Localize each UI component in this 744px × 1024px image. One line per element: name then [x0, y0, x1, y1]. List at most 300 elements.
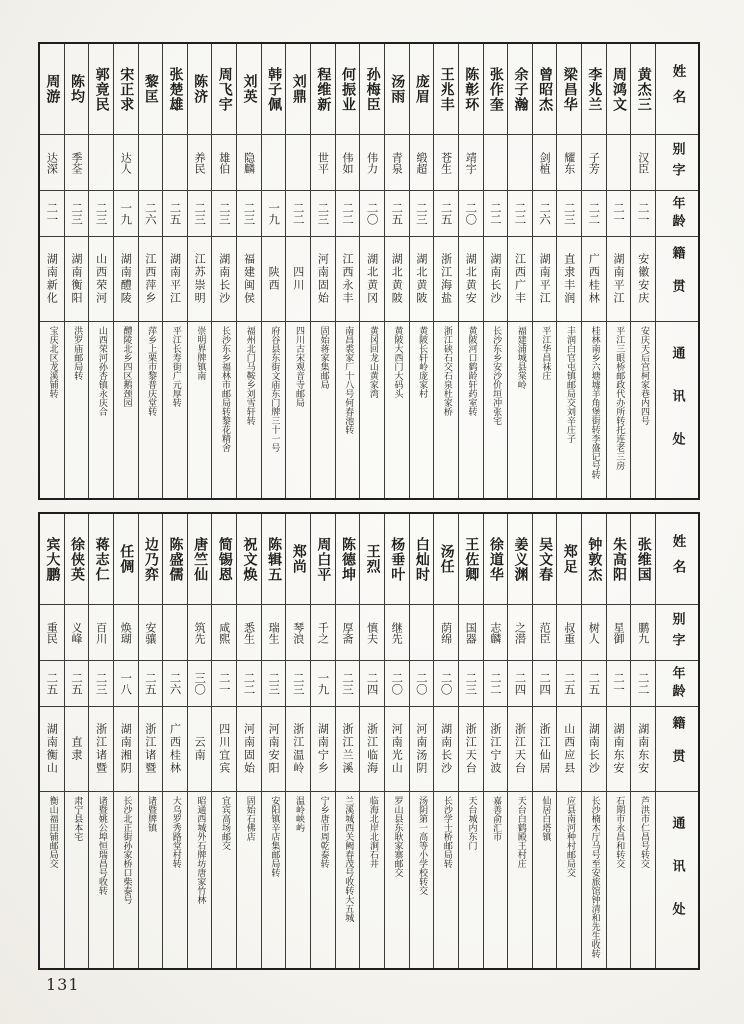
entry-address: 南昌裘家厂十八号何春池转: [336, 321, 360, 498]
entry-age: 二二: [582, 190, 606, 236]
entry-byname: 厚斋: [336, 604, 360, 660]
entry-byname: 之潜: [508, 604, 532, 660]
entry-column: [434, 44, 459, 498]
entry-column: [385, 514, 410, 968]
entry-address: 固始蒋家集邮局: [311, 321, 335, 498]
entry-age: 二二: [237, 660, 261, 706]
entry-address: 昭通西城外石牌坊唐家竹林: [188, 791, 212, 968]
entry-address: 安庆天后宫柯家巷内四号: [631, 321, 655, 498]
entry-address: 府谷县东街文庙东门牌三十一号: [262, 321, 286, 498]
entry-native: 河南汤阴: [410, 706, 434, 791]
entry-native: 四川: [286, 236, 310, 321]
entry-age: 一九: [311, 660, 335, 706]
entry-age: 一九: [114, 190, 138, 236]
entry-name: 刘鼎: [290, 74, 307, 104]
entry-native: 湖南衡山: [40, 706, 64, 791]
entry-age: 二五: [65, 660, 89, 706]
entry-column: [385, 44, 410, 498]
entry-age: 二一: [607, 660, 631, 706]
entry-age: 二六: [163, 660, 187, 706]
entry-name: 汤任: [438, 544, 455, 574]
entry-column: [459, 44, 484, 498]
entry-age: 二四: [360, 660, 384, 706]
entry-name: 边乃弈: [142, 536, 159, 582]
entry-column: [582, 514, 607, 968]
entry-byname: 雄伯: [212, 134, 236, 190]
entry-age: 二四: [533, 660, 557, 706]
entry-age: 二三: [188, 190, 212, 236]
entry-native: 安徽安庆: [631, 236, 655, 321]
entry-address: 桂林南乡六塘墟羊角堡街转李盛记号转: [582, 321, 606, 498]
entry-age: 二一: [212, 660, 236, 706]
entry-byname: 汉臣: [631, 134, 655, 190]
entry-native: 江西广丰: [508, 236, 532, 321]
entry-native: 湖南东安: [631, 706, 655, 791]
entry-name: 祝文焕: [241, 536, 258, 582]
entry-name: 郑尚: [290, 544, 307, 574]
entry-address: 诸暨牌镇: [139, 791, 163, 968]
entry-native: 浙江仙居: [533, 706, 557, 791]
entry-column: [89, 44, 114, 498]
entry-name: 周白平: [315, 536, 332, 582]
entry-address: 安阳镇辛店集邮局转: [262, 791, 286, 968]
entry-native: 湖南长沙: [434, 706, 458, 791]
entry-address: 黄陂长轩岭庞家村: [410, 321, 434, 498]
entry-byname: 子芳: [582, 134, 606, 190]
entry-age: 二五: [40, 660, 64, 706]
entry-byname: 达人: [114, 134, 138, 190]
entry-native: 河南光山: [385, 706, 409, 791]
entry-column: [508, 514, 533, 968]
entry-age: 二三: [336, 660, 360, 706]
entry-column: [188, 514, 213, 968]
entry-name: 吴文春: [537, 536, 554, 582]
entry-byname: 范臣: [533, 604, 557, 660]
entry-byname: 星御: [607, 604, 631, 660]
entry-address: 萍乡上栗市黎普庆堂转: [139, 321, 163, 498]
entry-age: 二四: [508, 660, 532, 706]
entry-name: 王兆丰: [438, 66, 455, 112]
entry-age: 二一: [40, 190, 64, 236]
entry-address: 嘉善俞汇市: [484, 791, 508, 968]
entry-column: [582, 44, 607, 498]
entry-address: 福州北门马鞍乡刘雪轩转: [237, 321, 261, 498]
entry-column: [459, 514, 484, 968]
entry-address: 黄陂河口鹤龄轩药室转: [459, 321, 483, 498]
entry-age: 二三: [89, 660, 113, 706]
entry-column: [40, 514, 65, 968]
entry-byname: 达深: [40, 134, 64, 190]
entry-address: 固始石佛店: [237, 791, 261, 968]
page-number: 131: [46, 975, 80, 994]
entry-address: 平江三眼桥邮政代办所转托连老三房: [607, 321, 631, 498]
entry-native: 浙江诸暨: [139, 706, 163, 791]
entry-native: 湖南醴陵: [114, 236, 138, 321]
entry-native: 河南固始: [311, 236, 335, 321]
entry-address: 宝庆北区龙溪铺转: [40, 321, 64, 498]
header-native: 籍贯: [656, 236, 698, 321]
entry-name: 周飞宇: [216, 66, 233, 112]
entry-native: 湖南平江: [163, 236, 187, 321]
entry-address: 宁乡唐市周乾泰转: [311, 791, 335, 968]
entry-address: 浙江硖石交石泉杜家桥: [434, 321, 458, 498]
entry-native: 浙江温岭: [286, 706, 310, 791]
entry-byname: 悉生: [237, 604, 261, 660]
entry-column: [533, 514, 558, 968]
entry-column: [212, 514, 237, 968]
entry-age: 二三: [65, 190, 89, 236]
entry-name: 李兆兰: [586, 66, 603, 112]
entry-name: 韩子佩: [266, 66, 283, 112]
entry-name: 陈德坤: [340, 536, 356, 582]
entry-byname: 筑先: [188, 604, 212, 660]
entry-native: 湖南长沙: [582, 706, 606, 791]
header-byname: 别字: [656, 134, 698, 190]
entry-name: 刘英: [241, 74, 258, 104]
entry-native: 湖南长沙: [212, 236, 236, 321]
entry-native: 四川宜宾: [212, 706, 236, 791]
entry-column: [484, 44, 509, 498]
entry-name: 周鸿文: [611, 66, 628, 112]
entry-name: 梁昌华: [561, 66, 578, 112]
entry-byname: [286, 134, 310, 190]
entry-age: 二五: [385, 190, 409, 236]
entry-native: 江西永丰: [336, 236, 360, 321]
entry-address: 仙居白塔镇: [533, 791, 557, 968]
entry-byname: 重民: [40, 604, 64, 660]
entry-column: [286, 514, 311, 968]
entry-address: 崇明界牌镇南: [188, 321, 212, 498]
entry-age: 二二: [484, 660, 508, 706]
entry-address: 平江长寿街广元厚转: [163, 321, 187, 498]
entry-address: 临海北岸北涧石井: [360, 791, 384, 968]
entry-address: 黄陂大西门大码头: [385, 321, 409, 498]
entry-address: 诸暨姚公埠恒瑞昌号收转: [89, 791, 113, 968]
entry-name: 朱高阳: [611, 536, 628, 582]
entry-address: 四川古宋观音寺邮局: [286, 321, 310, 498]
entry-byname: 慎夫: [360, 604, 384, 660]
entry-address: 罗山县东耿家寨邮交: [385, 791, 409, 968]
entry-age: 二〇: [434, 660, 458, 706]
entry-age: 二〇: [459, 190, 483, 236]
entry-native: 直隶: [65, 706, 89, 791]
entry-byname: [139, 134, 163, 190]
entry-name: 杨垂叶: [389, 536, 406, 582]
entry-byname: 青泉: [385, 134, 409, 190]
directory-table-top: [38, 42, 700, 500]
entry-column: [286, 44, 311, 498]
entry-column: [434, 514, 459, 968]
entry-age: 二五: [139, 660, 163, 706]
entry-name: 庞眉: [413, 74, 430, 104]
header-age: 年龄: [656, 660, 698, 706]
entry-age: 二三: [459, 660, 483, 706]
entry-native: 湖北黄陂: [385, 236, 409, 321]
entry-address: 宜宾高场邮交: [212, 791, 236, 968]
entry-name: 何振业: [340, 66, 356, 112]
entry-column: [262, 44, 287, 498]
entry-name: 张楚雄: [167, 66, 184, 112]
entry-native: 湖北黄冈: [360, 236, 384, 321]
entry-name: 陈盛儒: [167, 536, 184, 582]
header-name: 姓名: [669, 63, 686, 115]
entry-name: 陈彰环: [463, 66, 480, 112]
entry-name: 陈均: [68, 74, 85, 104]
entry-address: 长沙学士桥邮局转: [434, 791, 458, 968]
entry-name: 王佐卿: [463, 536, 480, 582]
entry-name: 宾大鹏: [44, 536, 61, 582]
entry-byname: 缎超: [410, 134, 434, 190]
entry-column: [188, 44, 213, 498]
entry-column: [114, 514, 139, 968]
entry-address: 丰润白官屯镇邮局交刘辛庄子: [557, 321, 581, 498]
entry-address: 兰溪城西关阙春茂号收转大五城: [336, 791, 360, 968]
entry-age: 二二: [631, 660, 655, 706]
entry-column: [237, 514, 262, 968]
entry-address: 长沙东乡福林市邮局转黎花精舍: [212, 321, 236, 498]
header-native: 籍贯: [656, 706, 698, 791]
entry-name: 黄杰三: [635, 66, 652, 112]
entry-name: 黎匡: [142, 74, 159, 104]
entry-age: 二三: [557, 190, 581, 236]
entry-address: 大乌罗秀路堂村转: [163, 791, 187, 968]
entry-byname: 叔重: [557, 604, 581, 660]
entry-age: 一九: [262, 190, 286, 236]
entry-native: 湖南平江: [533, 236, 557, 321]
entry-age: 二〇: [410, 660, 434, 706]
entry-column: [557, 44, 582, 498]
entry-byname: 苍生: [434, 134, 458, 190]
entry-name: 孙梅臣: [364, 66, 381, 112]
entry-name: 姜义渊: [512, 536, 529, 582]
entry-age: 二五: [582, 660, 606, 706]
entry-name: 周游: [44, 74, 61, 104]
entry-native: 湖北黄陂: [410, 236, 434, 321]
entry-address: 平江华昌袜庄: [533, 321, 557, 498]
entry-column: [139, 514, 164, 968]
entry-native: 陕西: [262, 236, 286, 321]
entry-address: 黄冈回龙山黄家湾: [360, 321, 384, 498]
entry-age: 二三: [89, 190, 113, 236]
entry-column: [311, 514, 336, 968]
header-name: 姓名: [669, 533, 686, 585]
entry-address: 天台白鹤殿王村庄: [508, 791, 532, 968]
entry-address: 洪罗庙邮局转: [65, 321, 89, 498]
entry-column: [114, 44, 139, 498]
entry-native: 山西荣河: [89, 236, 113, 321]
entry-column: [65, 44, 90, 498]
entry-column: [484, 514, 509, 968]
entry-column: [163, 514, 188, 968]
entry-column: [237, 44, 262, 498]
entry-byname: 继先: [385, 604, 409, 660]
entry-age: 二〇: [360, 190, 384, 236]
entry-native: 湖南湘阴: [114, 706, 138, 791]
entry-address: 应县南河种村邮局交: [557, 791, 581, 968]
entry-column: [139, 44, 164, 498]
entry-byname: 世平: [311, 134, 335, 190]
entry-age: 二一: [631, 190, 655, 236]
entry-byname: 义峰: [65, 604, 89, 660]
entry-column: [410, 514, 435, 968]
entry-address: 肃宁县本宅: [65, 791, 89, 968]
entry-column: [336, 514, 361, 968]
entry-native: 浙江兰溪: [336, 706, 360, 791]
entry-native: 浙江诸暨: [89, 706, 113, 791]
entry-age: 三〇: [188, 660, 212, 706]
entry-column: [631, 514, 656, 968]
entry-age: 二二: [484, 190, 508, 236]
entry-native: 福建闽侯: [237, 236, 261, 321]
entry-column: [311, 44, 336, 498]
entry-column: [163, 44, 188, 498]
entry-name: 余子瀚: [512, 66, 529, 112]
entry-address: 温岭峡屿: [286, 791, 310, 968]
entry-byname: 隐麟: [237, 134, 261, 190]
entry-native: 湖南宁乡: [311, 706, 335, 791]
entry-byname: 鹏九: [631, 604, 655, 660]
header-byname: 别字: [656, 604, 698, 660]
header-age: 年龄: [656, 190, 698, 236]
entry-name: 徐侠英: [68, 536, 85, 582]
header-column: [656, 514, 698, 968]
entry-byname: 百川: [89, 604, 113, 660]
entry-byname: [607, 134, 631, 190]
entry-age: 二二: [336, 190, 360, 236]
entry-name: 张作奎: [487, 66, 504, 112]
entry-age: 二二: [508, 190, 532, 236]
entry-age: 二一: [607, 190, 631, 236]
entry-name: 白灿时: [413, 536, 430, 582]
entry-age: 二五: [557, 660, 581, 706]
entry-name: 张维国: [635, 536, 652, 582]
entry-name: 汤雨: [389, 74, 406, 104]
entry-byname: 志麟: [484, 604, 508, 660]
entry-native: 山西应县: [557, 706, 581, 791]
entry-column: [410, 44, 435, 498]
entry-byname: 伟如: [336, 134, 360, 190]
entry-column: [360, 514, 385, 968]
entry-address: 衡山福田铺邮局交: [40, 791, 64, 968]
entry-address: 芦洪市仁昌号转交: [631, 791, 655, 968]
header-address: 通讯处: [656, 321, 698, 498]
entry-native: 湖南新化: [40, 236, 64, 321]
entry-age: 二六: [139, 190, 163, 236]
entry-column: [607, 514, 632, 968]
entry-column: [360, 44, 385, 498]
entry-age: 二三: [262, 660, 286, 706]
entry-byname: 养民: [188, 134, 212, 190]
entry-byname: 靖宇: [459, 134, 483, 190]
entry-age: 二三: [311, 190, 335, 236]
entry-byname: 耀东: [557, 134, 581, 190]
entry-column: [89, 514, 114, 968]
entry-address: 长沙楠木厅马号至安旅馆钟清和先生收转: [582, 791, 606, 968]
entry-byname: 千之: [311, 604, 335, 660]
entry-byname: 国器: [459, 604, 483, 660]
entry-byname: 荫绵: [434, 604, 458, 660]
entry-age: 二五: [434, 190, 458, 236]
entry-native: 广西桂林: [163, 706, 187, 791]
entry-column: [65, 514, 90, 968]
entry-name: 曾昭杰: [537, 66, 554, 112]
entry-byname: 季荃: [65, 134, 89, 190]
entry-native: 湖北黄安: [459, 236, 483, 321]
header-column: [656, 44, 698, 498]
entry-native: 湖南平江: [607, 236, 631, 321]
entry-native: 河南固始: [237, 706, 261, 791]
entry-column: [40, 44, 65, 498]
entry-age: 二三: [212, 190, 236, 236]
entry-name: 任倜: [118, 544, 135, 574]
entry-column: [262, 514, 287, 968]
entry-name: 程维新: [315, 66, 332, 112]
entry-name: 宋正求: [118, 66, 135, 112]
entry-address: 长沙北正街孙家桥口柴泰号: [114, 791, 138, 968]
entry-column: [533, 44, 558, 498]
entry-byname: 剑植: [533, 134, 557, 190]
entry-name: 郑足: [561, 544, 578, 574]
entry-name: 徐道华: [487, 536, 504, 582]
entry-native: 河南安阳: [262, 706, 286, 791]
entry-byname: [262, 134, 286, 190]
entry-column: [631, 44, 656, 498]
entry-byname: 瑞生: [262, 604, 286, 660]
entry-native: 湖南东安: [607, 706, 631, 791]
entry-byname: 咸熙: [212, 604, 236, 660]
entry-address: 天台城内东门: [459, 791, 483, 968]
entry-name: 唐竺仙: [192, 536, 209, 582]
entry-byname: 焕瑚: [114, 604, 138, 660]
entry-native: 浙江宁波: [484, 706, 508, 791]
entry-native: 云南: [188, 706, 212, 791]
entry-address: 山西荣河孙杏镇永庆合: [89, 321, 113, 498]
entry-byname: [508, 134, 532, 190]
entry-native: 江西萍乡: [139, 236, 163, 321]
entry-byname: 安骧: [139, 604, 163, 660]
entry-name: 蒋志仁: [93, 536, 110, 582]
header-address: 通讯处: [656, 791, 698, 968]
entry-native: 浙江天台: [508, 706, 532, 791]
entry-address: 长沙东乡安沙价垣冲张宅: [484, 321, 508, 498]
entry-byname: [163, 134, 187, 190]
entry-name: 简锡恩: [216, 536, 233, 582]
entry-name: 陈辑五: [266, 536, 283, 582]
entry-name: 钟敦杰: [586, 536, 603, 582]
entry-name: 王烈: [364, 544, 381, 574]
entry-byname: [163, 604, 187, 660]
entry-native: 江苏崇明: [188, 236, 212, 321]
entry-name: 郭竟民: [93, 66, 110, 112]
entry-byname: 琴浪: [286, 604, 310, 660]
entry-byname: [410, 604, 434, 660]
entry-age: 二三: [237, 190, 261, 236]
entry-column: [557, 514, 582, 968]
entry-age: 一八: [114, 660, 138, 706]
entry-native: 浙江天台: [459, 706, 483, 791]
entry-native: 直隶丰润: [557, 236, 581, 321]
entry-column: [212, 44, 237, 498]
entry-column: [508, 44, 533, 498]
entry-age: 二二: [286, 190, 310, 236]
entry-native: 浙江临海: [360, 706, 384, 791]
entry-address: 汤阴第一高等小学校转交: [410, 791, 434, 968]
entry-native: 广西桂林: [582, 236, 606, 321]
entry-age: 二三: [410, 190, 434, 236]
entry-byname: [484, 134, 508, 190]
directory-table-bottom: [38, 512, 700, 970]
entry-native: 湖南长沙: [484, 236, 508, 321]
